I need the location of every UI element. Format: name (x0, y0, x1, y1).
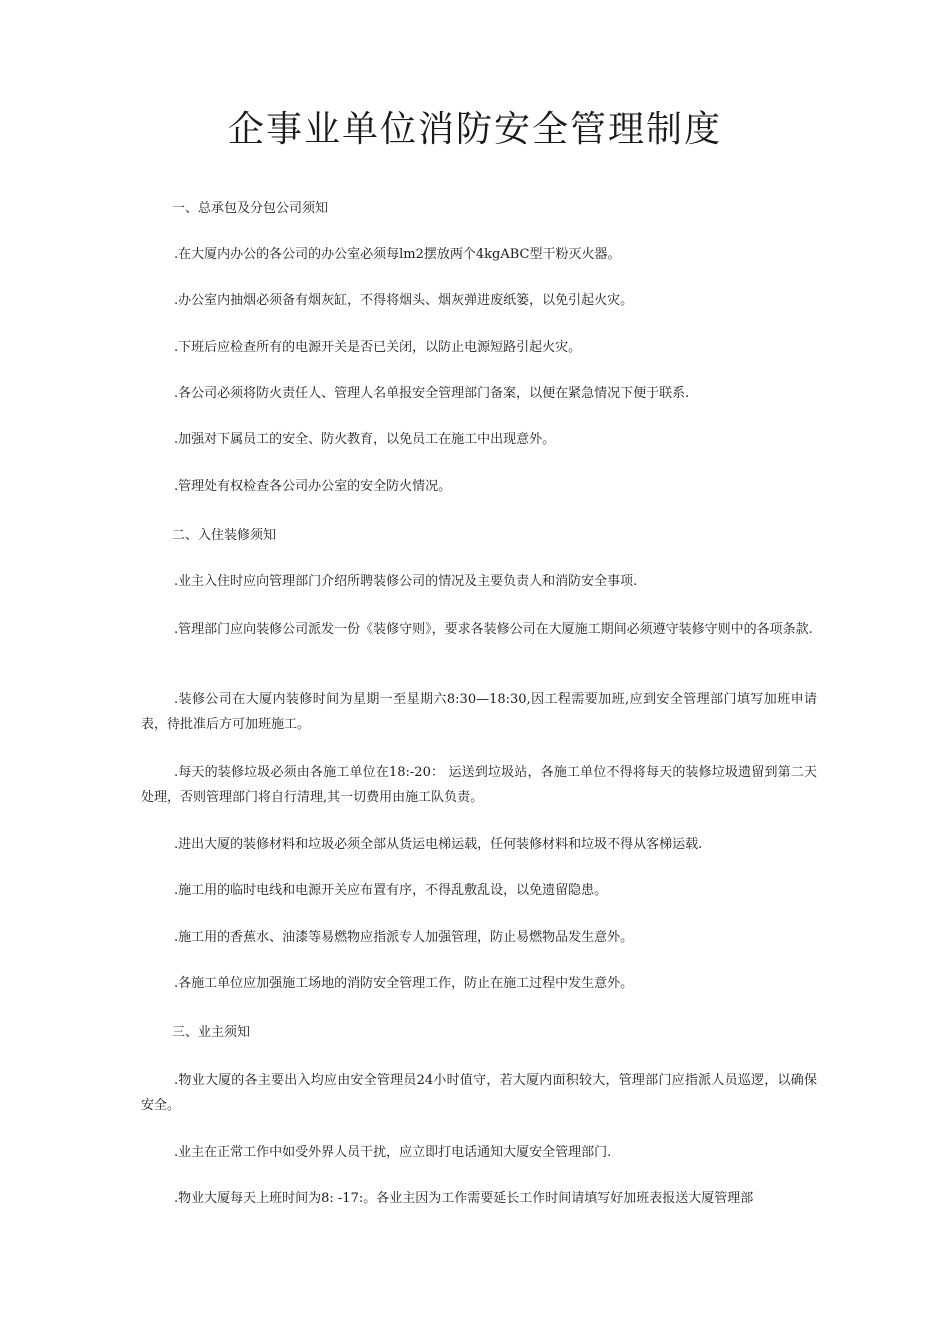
list-item: .办公室内抽烟必须备有烟灰缸，不得将烟头、烟灰弹进废纸篓，以免引起火灾。 (174, 293, 634, 308)
page-title: 企事业单位消防安全管理制度 (227, 109, 722, 150)
list-item: .施工用的香蕉水、油漆等易燃物应指派专人加强管理，防止易燃物品发生意外。 (174, 930, 634, 945)
section-heading: 二、入住装修须知 (172, 528, 277, 543)
list-item: .各公司必须将防火责任人、管理人名单报安全管理部门备案，以便在紧急情况下便于联系. (174, 386, 690, 401)
list-item: .管理部门应向装修公司派发一份《装修守则》，要求各装修公司在大厦施工期间必须遵守装修守则中的各项条款. (174, 622, 813, 637)
list-item: .在大厦内办公的各公司的办公室必须每lm2摆放两个4kgABC型干粉灭火器。 (174, 247, 621, 262)
list-item: .业主在正常工作中如受外界人员干扰，应立即打电话通知大厦安全管理部门. (174, 1145, 612, 1160)
list-item: .物业大厦的各主要出入均应由安全管理员24小时值守，若大厦内面积较大，管理部门应指派人员巡逻，以确保安全。 (141, 1073, 817, 1113)
section-heading: 三、业主须知 (172, 1025, 251, 1040)
list-item: .装修公司在大厦内装修时间为星期一至星期六8:30—18:30,因工程需要加班,应到安全管理部门填写加班申请表，待批准后方可加班施工。 (141, 692, 817, 732)
list-item: .物业大厦每天上班时间为8: -17:。各业主因为工作需要延长工作时间请填写好加班表报送大厦管理部 (174, 1191, 754, 1206)
list-item: .施工用的临时电线和电源开关应布置有序，不得乱敷乱设，以免遗留隐患。 (174, 883, 608, 898)
list-item: .进出大厦的装修材料和垃圾必须全部从货运电梯运载，任何装修材料和垃圾不得从客梯运载. (174, 837, 703, 852)
list-item: .下班后应检查所有的电源开关是否已关闭，以防止电源短路引起火灾。 (174, 340, 582, 355)
list-item: .加强对下属员工的安全、防火教育，以免员工在施工中出现意外。 (174, 432, 556, 447)
section-heading: 一、总承包及分包公司须知 (172, 201, 329, 216)
list-item: .业主入住时应向管理部门介绍所聘装修公司的情况及主要负责人和消防安全事项. (174, 574, 638, 589)
list-item: .各施工单位应加强施工场地的消防安全管理工作，防止在施工过程中发生意外。 (174, 976, 634, 991)
list-item: .管理处有权检查各公司办公室的安全防火情况。 (174, 479, 452, 494)
list-item: .每天的装修垃圾必须由各施工单位在18:-20： 运送到垃圾站，各施工单位不得将每天的装修垃圾遗留到第二天处理，否则管理部门将自行清理,其一切费用由施工队负责。 (141, 765, 817, 805)
